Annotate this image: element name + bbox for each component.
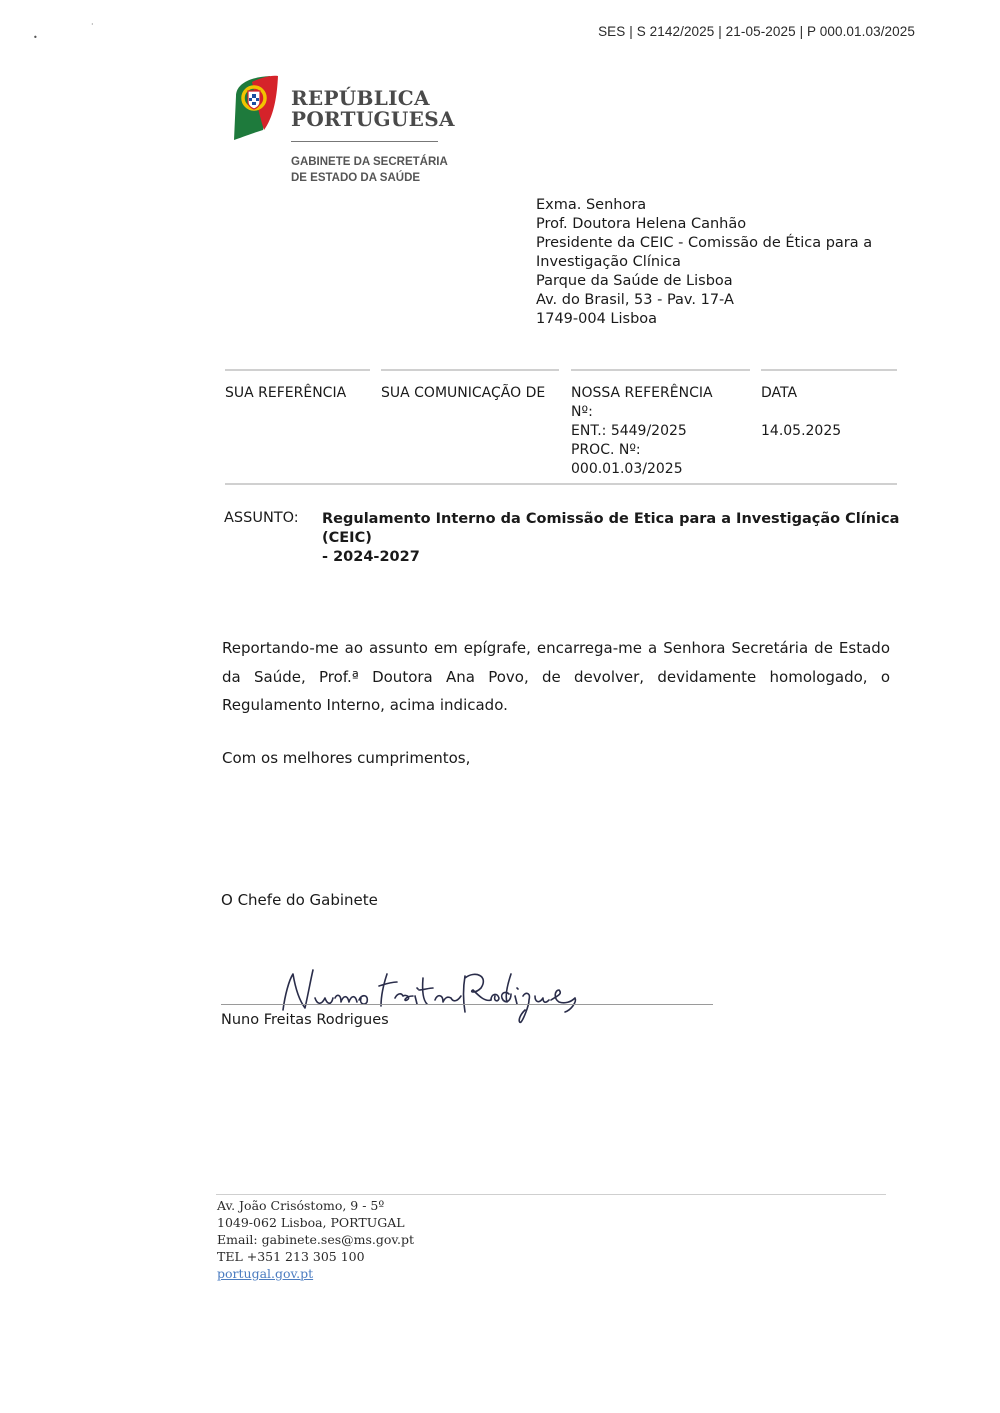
nossa-referencia-value: ENT.: 5449/2025 PROC. Nº: 000.01.03/2025 — [571, 423, 687, 477]
recipient-line: Prof. Doutora Helena Canhão — [536, 216, 747, 232]
ref-divider — [381, 369, 559, 371]
ref-divider — [571, 369, 750, 371]
recipient-line: Parque da Saúde de Lisboa — [536, 273, 733, 289]
footer-divider — [216, 1194, 886, 1195]
logo-subtitle: GABINETE DA SECRETÁRIA DE ESTADO DA SAÚDE — [291, 156, 448, 184]
footer-address-line: Av. João Crisóstomo, 9 - 5º — [217, 1198, 385, 1213]
signature-line — [221, 1004, 713, 1005]
recipient-line: Presidente da CEIC - Comissão de Ética para a — [536, 235, 873, 251]
data-value: 14.05.2025 — [761, 423, 842, 439]
recipient-line: Av. do Brasil, 53 - Pav. 17-A — [536, 292, 734, 308]
subject-text: Regulamento Interno da Comissão de Etica para a Investigação Clínica (CEIC) - 2024-2027 — [322, 511, 900, 565]
document-stamp: SES | S 2142/2025 | 21-05-2025 | P 000.01.03/2025 — [598, 24, 915, 39]
ref-bottom-divider — [225, 483, 897, 485]
footer-contact — [217, 1197, 414, 1282]
government-logo — [230, 74, 470, 194]
footer-address-line: 1049-062 Lisboa, PORTUGAL — [217, 1215, 405, 1230]
recipient-address — [536, 196, 906, 329]
sua-comunicacao-label: SUA COMUNICAÇÃO DE — [381, 385, 546, 401]
footer-email: Email: gabinete.ses@ms.gov.pt — [217, 1232, 414, 1247]
subject-label: ASSUNTO: — [224, 510, 299, 526]
data-label: DATA — [761, 385, 798, 401]
recipient-line: 1749-004 Lisboa — [536, 311, 658, 327]
logo-divider — [291, 141, 438, 142]
recipient-line: Exma. Senhora — [536, 197, 647, 213]
coat-of-arms-icon — [230, 74, 280, 144]
scan-mark: • — [33, 33, 38, 42]
closing-salutation: Com os melhores cumprimentos, — [222, 749, 471, 767]
scan-mark: · — [91, 20, 94, 29]
recipient-line: Investigação Clínica — [536, 254, 681, 270]
logo-title: REPÚBLICA PORTUGUESA — [291, 86, 455, 131]
sua-referencia-label: SUA REFERÊNCIA — [225, 385, 347, 401]
signatory-name: Nuno Freitas Rodrigues — [221, 1012, 389, 1028]
footer-website-link[interactable]: portugal.gov.pt — [217, 1266, 314, 1281]
footer-phone: TEL +351 213 305 100 — [217, 1249, 365, 1264]
body-paragraph: Reportando-me ao assunto em epígrafe, encarrega-me a Senhora Secretária de Estado da Saúde, Prof.ª Doutora Ana Povo, de devolver, devidamente homologado, o Regulamento Interno, acima indicado. — [222, 639, 890, 714]
nossa-referencia-label: NOSSA REFERÊNCIA Nº: — [571, 385, 713, 420]
signatory-title: O Chefe do Gabinete — [221, 891, 378, 909]
ref-divider — [225, 369, 370, 371]
ref-divider — [761, 369, 897, 371]
